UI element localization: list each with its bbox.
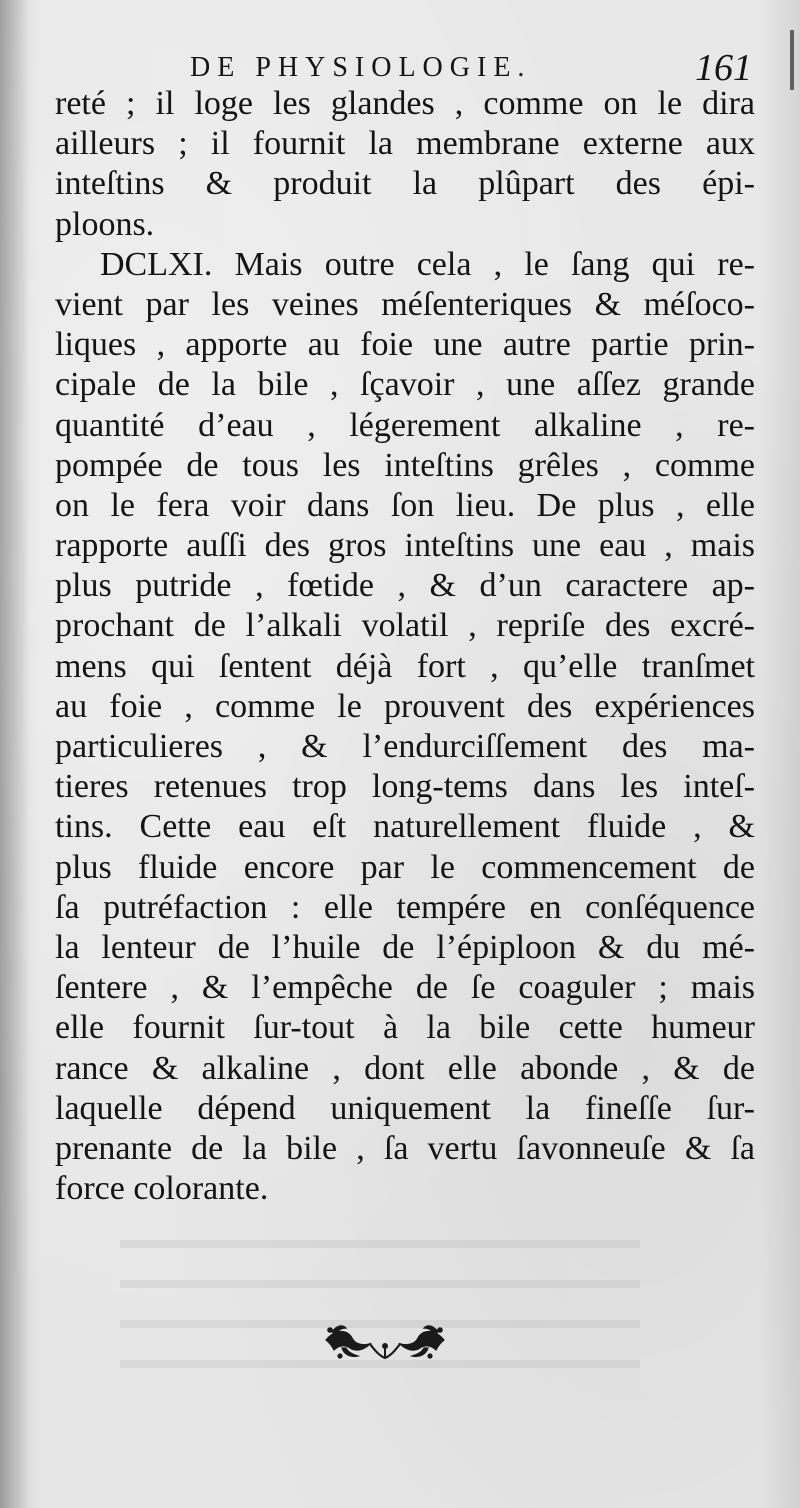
gutter-shadow bbox=[0, 0, 30, 1508]
text-line: pompée de tous les inteſtins grêles , comme bbox=[55, 446, 755, 484]
text-line: prenante de la bile , ſa vertu ſavonneuſe & ſa bbox=[55, 1129, 755, 1167]
page-edge-mark bbox=[790, 30, 794, 90]
body-text bbox=[55, 84, 755, 1209]
text-line: reté ; il loge les glandes , comme on le dira bbox=[55, 85, 755, 122]
text-line: tins. Cette eau eſt naturellement fluide , & bbox=[55, 808, 755, 846]
text-line: ſa putréfaction : elle tempére en conſéquence bbox=[55, 888, 755, 926]
text-line: particulieres , & l’endurciſſement des ma- bbox=[55, 728, 755, 765]
text-line: la lenteur de l’huile de l’épiploon & du mé- bbox=[55, 928, 755, 966]
text-line: liques , apporte au foie une autre partie prin- bbox=[55, 326, 755, 364]
text-line: vient par les veines méſenteriques & méſoco- bbox=[55, 285, 755, 323]
text-line: au foie , comme le prouvent des expériences bbox=[55, 687, 755, 725]
text-line: rapporte auſſi des gros inteſtins une eau , mais bbox=[55, 527, 755, 565]
text-line: rance & alkaline , dont elle abonde , & de bbox=[55, 1049, 755, 1087]
running-head: DE PHYSIOLOGIE. bbox=[190, 52, 532, 83]
text-line: quantité d’eau , légerement alkaline , re- bbox=[55, 406, 755, 444]
text-line: on le fera voir dans ſon lieu. De plus , elle bbox=[55, 486, 755, 524]
text-line: plus fluide encore par le commencement de bbox=[55, 848, 755, 886]
paragraph-start-line: DCLXI. Mais outre cela , le ſang qui re- bbox=[100, 245, 755, 283]
text-line: tieres retenues trop long-tems dans les inteſ- bbox=[55, 768, 755, 806]
text-line: plus putride , fœtide , & d’un caractere ap- bbox=[55, 567, 755, 605]
text-line: elle fournit ſur-tout à la bile cette humeur bbox=[55, 1009, 755, 1047]
fleuron-ornament-icon bbox=[322, 1318, 448, 1362]
text-line: ailleurs ; il fournit la membrane externe aux bbox=[55, 125, 755, 163]
text-line: mens qui ſentent déjà fort , qu’elle tranſmet bbox=[55, 647, 755, 685]
text-line: force colorante. bbox=[55, 1170, 269, 1208]
page-number: 161 bbox=[695, 47, 752, 89]
text-line: cipale de la bile , ſçavoir , une aſſez grande bbox=[55, 366, 755, 404]
text-line: inteſtins & produit la plûpart des épi- bbox=[55, 165, 755, 203]
text-line: laquelle dépend uniquement la fineſſe ſur- bbox=[55, 1089, 755, 1127]
text-line: ploons. bbox=[55, 205, 155, 243]
text-line: ſentere , & l’empêche de ſe coaguler ; mais bbox=[55, 969, 755, 1007]
text-line: prochant de l’alkali volatil , repriſe des excré- bbox=[55, 607, 755, 645]
